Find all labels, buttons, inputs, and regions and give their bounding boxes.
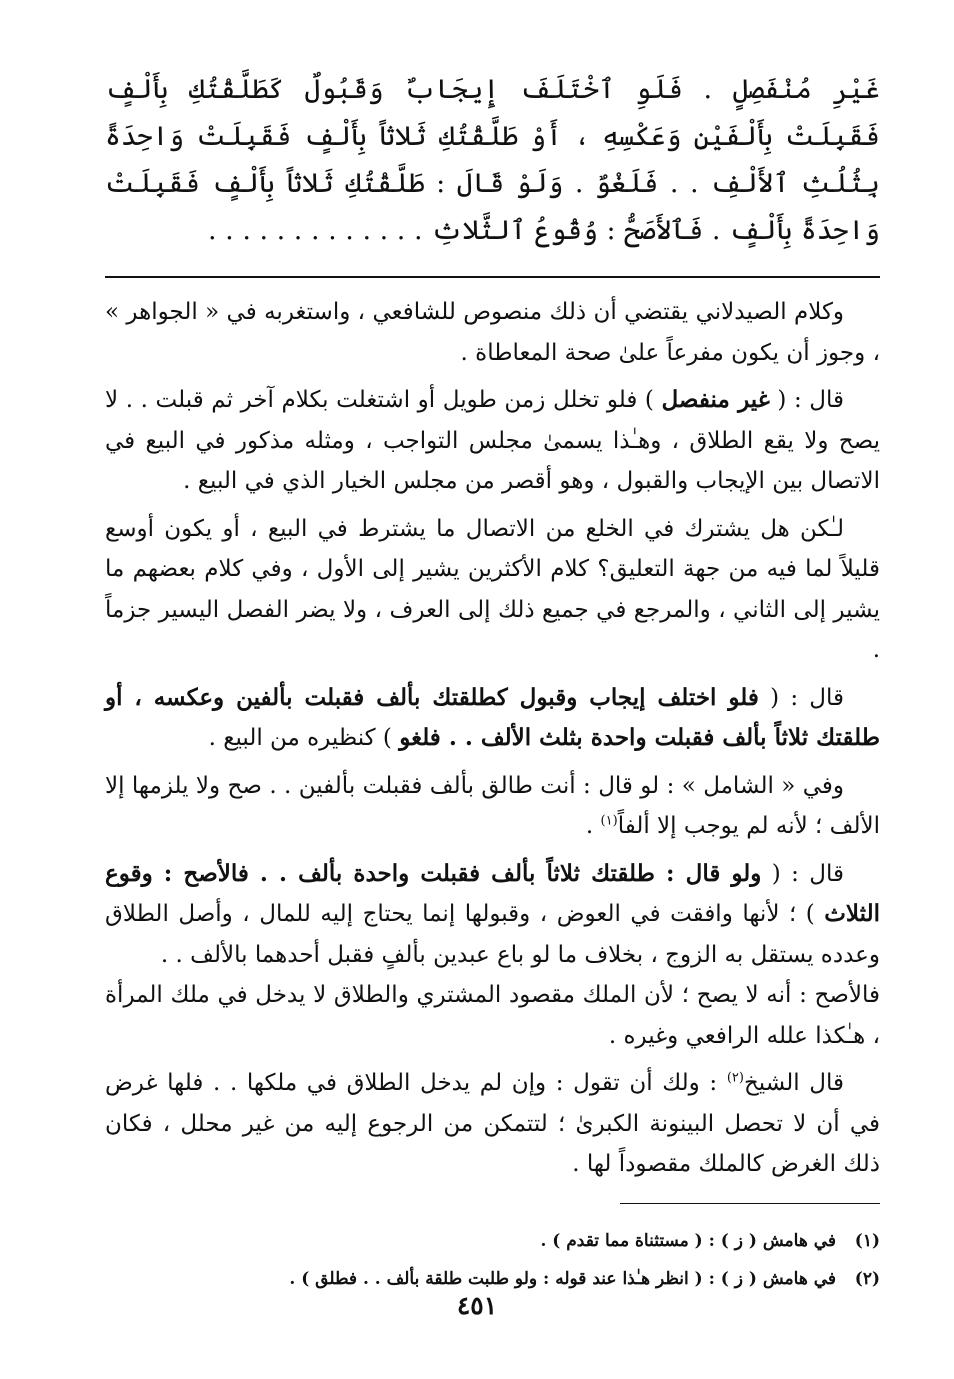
footnote-text: في هامش ( ز ) : ( انظر هـٰذا عند قوله : ولو طلبت طلقة بألف . . فطلق ) . [289,1268,836,1289]
quote-open: قال : ( [777,387,845,413]
commentary-text: ) ؛ لأنها وافقت في العوض ، وقبولها إنما يحتاج إليه للمال ، وأصل الطلاق وعدده يستقل به الزوج ، بخلاف ما لو باع عبدين بألفٍ فقبل أحدهما بالألف . . [105,901,880,968]
commentary [105,292,880,1185]
commentary-text: . [585,813,601,839]
main-text-paragraph: غَيْرِ مُنْفَصِلٍ . فَلَوِ ٱخْتَلَفَ إِيجَابٌ وَقَبُولٌ كَطَلَّقْتُكِ بِأَلْفٍ فَقَبِلَتْ بِأَلْفَيْنِ وَعَكْسِهِ ، أَوْ طَلَّقْتُكِ ثَلاثاً بِأَلْفٍ فَقَبِلَتْ وَاحِدَةً بِثُلُثِ ٱلأَلْفِ . . فَلَغْوٌ . وَلَوْ قَالَ : طَلَّقْتُكِ ثَلاثاً بِأَلْفٍ فَقَبِلَتْ وَاحِدَةً بِأَلْفٍ . فَٱلأَصَحُّ : وُقُوعُ ٱلثَّلاثِ . . . . . . . . . . . . . [105,74,880,246]
commentary-paragraph [105,1063,880,1185]
commentary-paragraph [105,766,880,847]
footnote [105,1222,880,1260]
quoted-text: غير منفصل [661,386,770,413]
commentary-paragraph [105,854,880,976]
quoted-text: ولو قال : طلقتك ثلاثاً بألف فقبلت واحدة بألف . . فالأصح : وقوع الثلاث [105,859,880,927]
quoted-text: فلو اختلف إيجاب وقبول كطلقتك بألف فقبلت بألفين وعكسه ، أو طلقتك ثلاثاً بألف فقبلت واحدة بثلث الألف . . فلغو [105,683,880,751]
footnote-divider [620,1203,880,1204]
page-body [105,66,880,1298]
footnotes [105,1222,880,1298]
commentary-text: قال الشيخ [743,1070,845,1096]
footnote-number: (١) [854,1230,880,1251]
main-text [105,66,880,254]
footnote-number: (٢) [854,1268,880,1289]
commentary-paragraph [105,678,880,759]
commentary-paragraph [105,380,880,502]
quote-open: قال : ( [770,684,845,711]
quote-open: قال : ( [771,860,844,887]
footnote-ref: (١) [600,813,618,829]
footnote-text: في هامش ( ز ) : ( مستثناة مما تقدم ) . [540,1230,836,1251]
commentary-text: ) كنظيره من البيع . [208,725,392,751]
commentary-paragraph: لـٰكن هل يشترك في الخلع من الاتصال ما يشترط في البيع ، أو يكون أوسع قليلاً لما فيه من جهة التعليق؟ كلام الأكثرين يشير إلى الأول ، وفي كلام بعضهم ما يشير إلى الثاني ، والمرجع في جميع ذلك إلى العرف ، ولا يضر الفصل اليسير جزماً . [105,515,880,663]
main-text-divider [105,276,880,278]
commentary-text: وفي « الشامل » : لو قال : أنت طالق بألف فقبلت بألفين . . صح ولا يلزمها إلا الألف ؛ لأنه لم يوجب إلا ألفاً [105,772,880,839]
commentary-paragraph: فالأصح : أنه لا يصح ؛ لأن الملك مقصود المشتري والطلاق لا يدخل في ملك المرأة ، هـٰكذا علله الرافعي وغيره . [105,982,880,1049]
footnote-ref: (٢) [726,1070,744,1086]
commentary-paragraph: وكلام الصيدلاني يقتضي أن ذلك منصوص للشافعي ، واستغربه في « الجواهر » ، وجوز أن يكون مفرعاً علىٰ صحة المعاطاة . [105,299,880,366]
commentary-text: : ولك أن تقول : وإن لم يدخل الطلاق في ملكها . . فلها غرض في أن لا تحصل البينونة الكبرىٰ ؛ لتتمكن من الرجوع إليه من غير محلل ، فكان ذلك الغرض كالملك مقصوداً لها . [105,1070,880,1177]
commentary-text: ) فلو تخلل زمن طويل أو اشتغلت بكلام آخر ثم قبلت . . لا يصح ولا يقع الطلاق ، وهـٰذا يسمىٰ مجلس التواجب ، ومثله مذكور في البيع في الاتصال بين الإيجاب والقبول ، وهو أقصر من مجلس الخيار الذي في البيع . [105,387,880,494]
page-number: ٤٥١ [456,1291,498,1320]
